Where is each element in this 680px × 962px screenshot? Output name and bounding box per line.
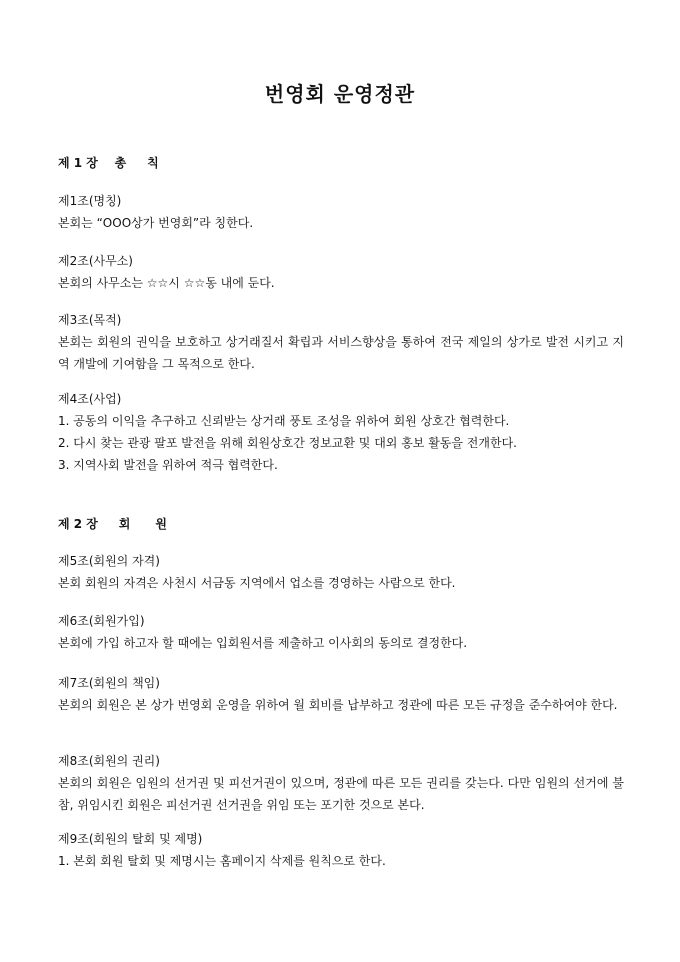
article-body [58,272,624,294]
article-body [58,410,624,476]
chapter-heading: 제 1 장 총 칙 [58,156,159,170]
article-line: 본회는 회원의 권익을 보호하고 상거래질서 확립과 서비스향상을 통하여 전국 제일의 상가로 발전 시키고 지역 개발에 기여함을 그 목적으로 한다. [58,335,624,371]
article-heading: 제7조(회원의 책임) [58,676,160,690]
article-7 [58,672,624,716]
article-line: 본회 회원의 자격은 사천시 서금동 지역에서 업소를 경영하는 사람으로 한다. [58,576,456,590]
chapter-heading: 제 2 장 회 원 [58,517,168,531]
article-line: 본회의 회원은 임원의 선거권 및 피선거권이 있으며, 정관에 따른 모든 권리를 갖는다. 다만 임원의 선거에 불참, 위임시킨 회원은 피선거권 선거권을 위임 또는 포기한 것으로 본다. [58,776,624,812]
article-heading: 제2조(사무소) [58,254,133,268]
article-6 [58,610,624,654]
article-line: 2. 다시 찾는 관광 팔포 발전을 위해 회원상호간 정보교환 및 대외 홍보 활동을 전개한다. [58,436,517,450]
article-line: 본회의 사무소는 ☆☆시 ☆☆동 내에 둔다. [58,276,275,290]
article-heading: 제6조(회원가입) [58,614,145,628]
article-body [58,331,624,375]
article-body [58,212,624,234]
article-4 [58,388,624,476]
article-line: 본회는 “OOO상가 번영회”라 칭한다. [58,216,254,230]
article-1 [58,190,624,234]
article-body [58,572,624,594]
article-line: 1. 본회 회원 탈회 및 제명시는 홈페이지 삭제를 원칙으로 한다. [58,854,386,868]
article-line: 본회의 회원은 본 상가 번영회 운영을 위하여 월 회비를 납부하고 정관에 따른 모든 규정을 준수하여야 한다. [58,698,618,712]
article-body [58,850,624,872]
article-heading: 제9조(회원의 탈회 및 제명) [58,832,203,846]
document-title: 번영회 운영정관 [264,82,416,106]
article-body [58,772,624,816]
article-3 [58,309,624,375]
article-heading: 제5조(회원의 자격) [58,554,160,568]
article-heading: 제3조(목적) [58,313,122,327]
article-line: 3. 지역사회 발전을 위하여 적극 협력한다. [58,458,278,472]
article-body [58,694,624,716]
article-heading: 제8조(회원의 권리) [58,754,160,768]
article-5 [58,550,624,594]
article-9 [58,828,624,872]
article-8 [58,750,624,816]
article-heading: 제1조(명칭) [58,194,122,208]
article-line: 본회에 가입 하고자 할 때에는 입회원서를 제출하고 이사회의 동의로 결정한다. [58,636,468,650]
article-2 [58,250,624,294]
article-body [58,632,624,654]
article-heading: 제4조(사업) [58,392,122,406]
article-line: 1. 공동의 이익을 추구하고 신뢰받는 상거래 풍토 조성을 위하여 회원 상호간 협력한다. [58,414,510,428]
